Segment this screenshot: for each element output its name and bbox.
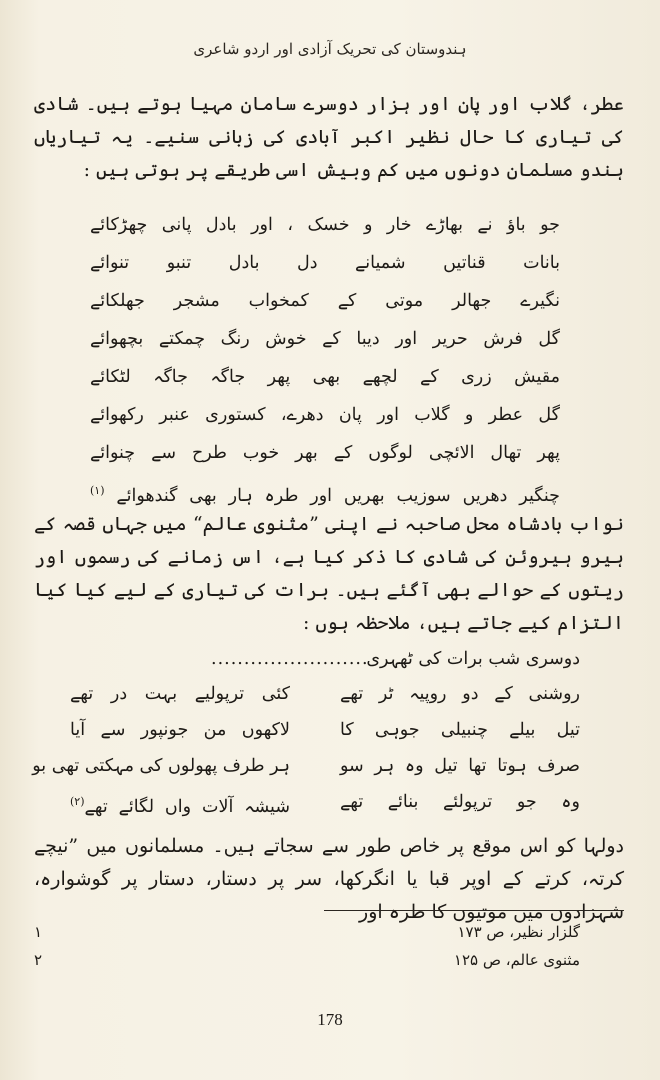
- couplet-first-half: وہ جو ترپولئے بنائے تھے: [340, 792, 580, 812]
- poem-line: پھر تھال الائچی لوگوں کے بھر خوب طرح سے چنوائے: [90, 443, 560, 463]
- footnotes: [34, 918, 624, 974]
- footnote-text: گلزار نظیر، ص ۱۷۳: [457, 923, 580, 941]
- couplet-second-half: ہر طرف پھولوں کی مہکتی تھی بو: [32, 756, 290, 776]
- paragraph-1: [34, 88, 624, 187]
- couplet-second-half: لاکھوں من جونپور سے آیا: [70, 720, 290, 740]
- couplet: [70, 676, 580, 712]
- poem-line: نگیرے جھالر موتی کے کمخواب مشجر جھلکائے: [90, 291, 560, 311]
- couplet-second-half: شیشہ آلات واں لگائے تھے$^{(۲)}$: [70, 795, 290, 817]
- paragraph-3-text: دولہا کو اس موقع پر خاص طور سے سجاتے ہیں۔ مسلمانوں میں ”نیچے کرتہ، کرتے کے اوپر قبا یا انگرکھا، سر پر دستار، دستار پر گوشوارہ، شہزادوں میں موتیوں کا طرہ اور: [34, 835, 624, 923]
- couplet: [70, 712, 580, 748]
- poem-nazir: [90, 206, 560, 510]
- paragraph-3: [34, 830, 624, 929]
- footnote-mark-1: (۱): [90, 484, 105, 497]
- footnote: [34, 946, 624, 974]
- footnote-mark-2: (۲): [70, 795, 85, 808]
- page-number: 178: [317, 1010, 343, 1029]
- paragraph-2: [34, 508, 624, 640]
- paragraph-1-text: عطر، گلاب اور پان اور ہزار دوسرے سامان مہیا ہوتے ہیں۔ شادی کی تیاری کا حال نظیر اکبر آبادی کی زبانی سنیے۔ یہ تیاریاں ہندو مسلمان دونوں میں کم وبیش اسی طریقے پر ہوتی ہیں :: [34, 93, 624, 181]
- footnote-text: مثنوی عالم، ص ۱۲۵: [453, 951, 580, 969]
- poem-line: جو باؤ نے بھاڑے خار و خسک ، اور بادل پانی چھڑکائے: [90, 215, 560, 235]
- poem-line: گل عطر و گلاب اور پان دھرے، کستوری عنبر رکھوائے: [90, 405, 560, 425]
- poem-masnavi: [32, 676, 580, 820]
- couplet-second-half: کئی ترپولیے بہت در تھے: [70, 684, 290, 704]
- poem-opening-line: دوسری شب برات کی ٹھہری: [366, 649, 580, 669]
- paragraph-2-text: نواب بادشاہ محل صاحبہ نے اپنی ”مثنوی عالم“ میں جہاں قصہ کے ہیرو ہیروئن کی شادی کا ذکر کیا ہے، اس زمانے کی رسموں اور ریتوں کے حوالے بھی آگئے ہیں۔ برات کی تیاری کے لیے کیا کیا التزام کیے جاتے ہیں، ملاحظہ ہوں :: [34, 513, 624, 634]
- couplet: [70, 784, 580, 820]
- footnote-divider: [324, 910, 624, 911]
- couplet-first-half: روشنی کے دو روپیہ ٹر تھے: [340, 684, 580, 704]
- footnote: [34, 918, 624, 946]
- footnote-number: ۱: [34, 923, 43, 941]
- poem-line: گل فرش حریر اور دیبا کے خوش رنگ چمکتے بچھوائے: [90, 329, 560, 349]
- couplet: [32, 748, 580, 784]
- poem-masnavi-opening: [76, 643, 580, 675]
- poem-line: مقیش زری کے لچھے بھی پھر جاگہ جاگہ لٹکائے: [90, 367, 560, 387]
- footnote-number: ۲: [34, 951, 43, 969]
- couplet-first-half: صرف ہوتا تھا تیل وہ ہر سو: [340, 756, 580, 776]
- running-header: ہندوستان کی تحریک آزادی اور اردو شاعری: [193, 40, 467, 58]
- ellipsis-dots: ........................: [211, 649, 369, 669]
- poem-line: چنگیر دھریں سوزیب بھریں اور طرہ ہار بھی گندھوائے $^{(۱)}$: [90, 484, 560, 506]
- poem-line: بانات قناتیں شمیانے دل بادل تنبو تنوائے: [90, 253, 560, 273]
- couplet-first-half: تیل بیلے چنبیلی جوہی کا: [340, 720, 580, 740]
